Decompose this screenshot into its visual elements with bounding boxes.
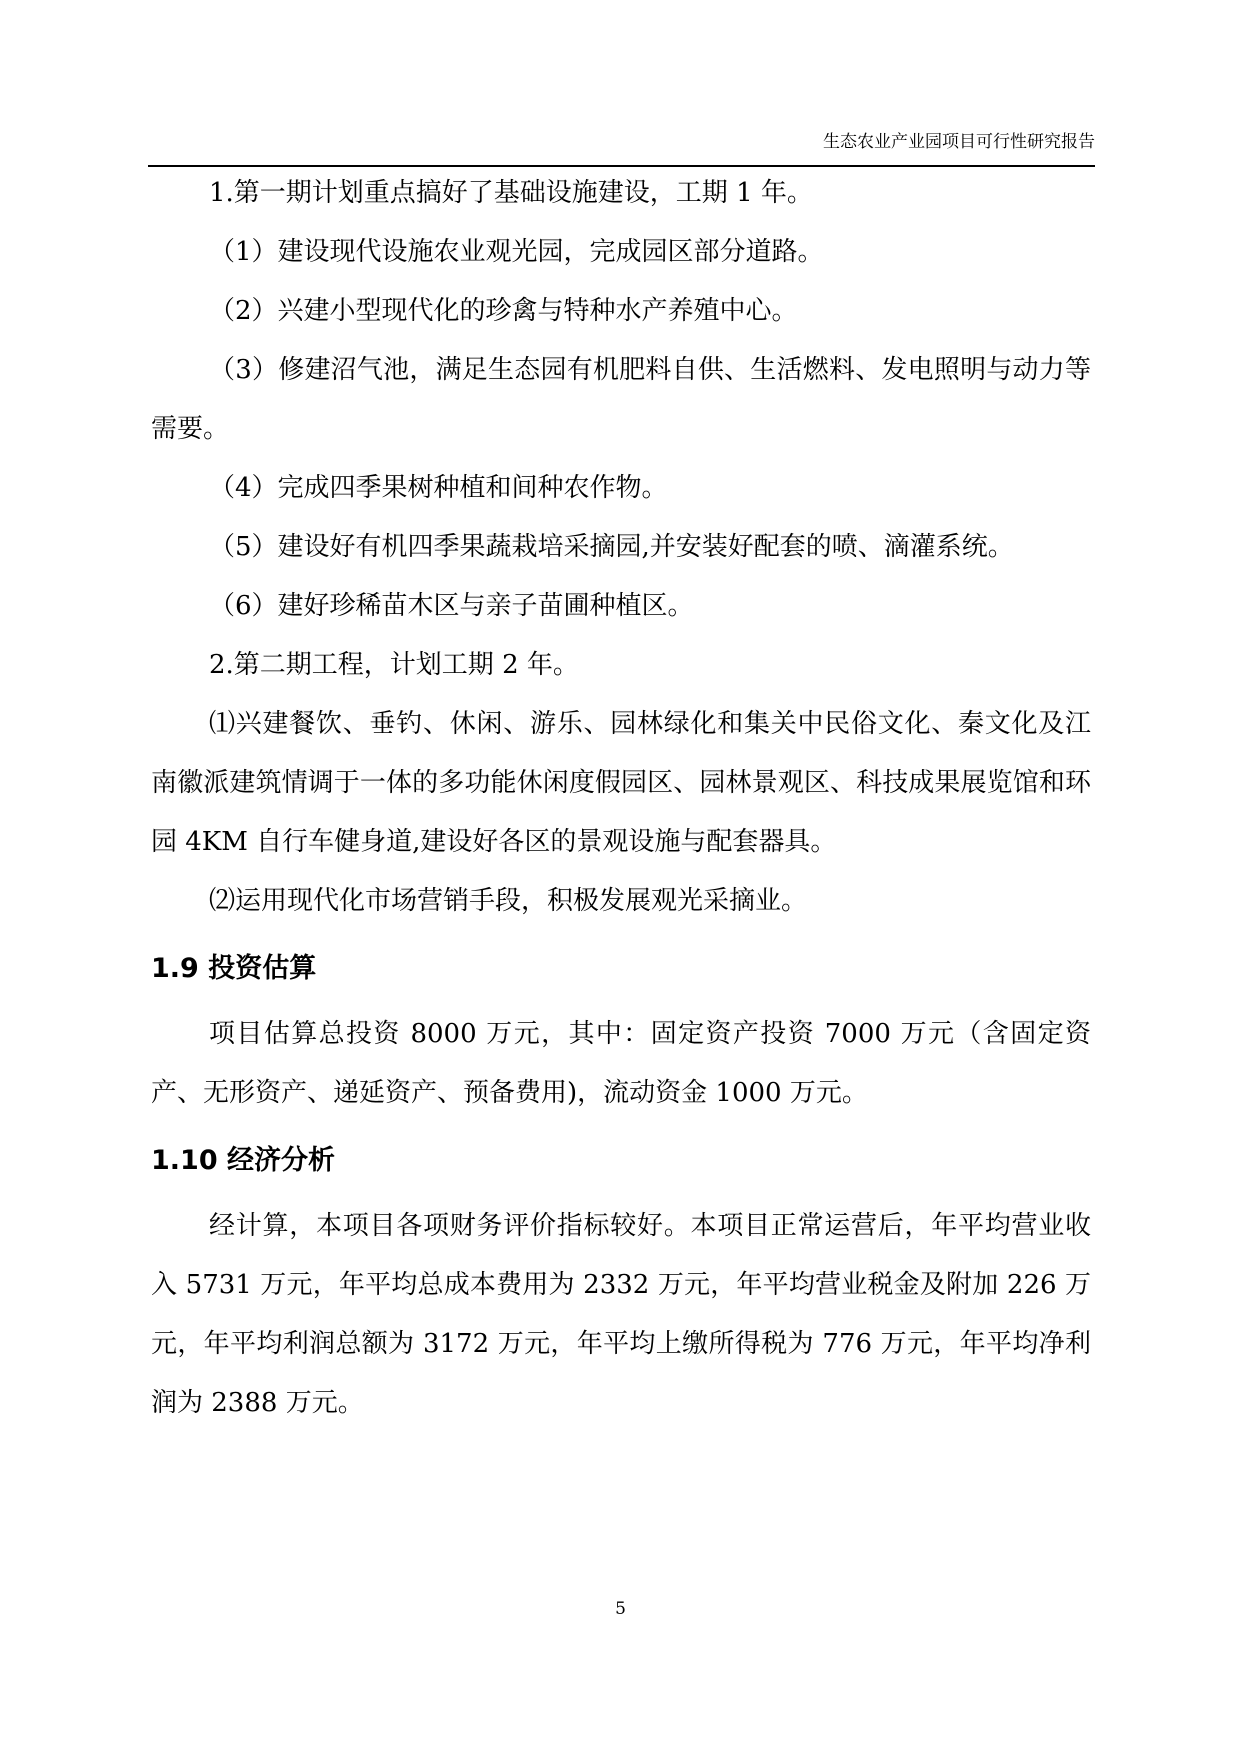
- economics-heading: 1.10 经济分析: [151, 1145, 336, 1176]
- investment-heading: 1.9 投资估算: [151, 953, 317, 984]
- phase1-item-2: （2）兴建小型现代化的珍禽与特种水产养殖中心。: [209, 296, 798, 326]
- investment-paragraph: 项目估算总投资 8000 万元，其中：固定资产投资 7000 万元（含固定资产、无形资产、递延资产、预备费用)，流动资金 1000 万元。: [151, 1019, 1091, 1108]
- phase1-item-4: （4）完成四季果树种植和间种农作物。: [209, 473, 668, 503]
- phase1-item-6: （6）建好珍稀苗木区与亲子苗圃种植区。: [209, 591, 694, 621]
- phase2-item-2: ⑵运用现代化市场营销手段，积极发展观光采摘业。: [209, 886, 808, 916]
- phase2-item-1: ⑴兴建餐饮、垂钓、休闲、游乐、园林绿化和集关中民俗文化、秦文化及江南徽派建筑情调于一体的多功能休闲度假园区、园林景观区、科技成果展览馆和环园 4KM 自行车健身道,建设好各区的景观设施与配套器具。: [151, 709, 1091, 857]
- phase1-item-3: （3）修建沼气池，满足生态园有机肥料自供、生活燃料、发电照明与动力等需要。: [151, 355, 1091, 444]
- phase1-item-1: （1）建设现代设施农业观光园，完成园区部分道路。: [209, 237, 824, 267]
- running-header: 生态农业产业园项目可行性研究报告: [823, 132, 1095, 152]
- economics-paragraph: 经计算，本项目各项财务评价指标较好。本项目正常运营后，年平均营业收入 5731 万元，年平均总成本费用为 2332 万元，年平均营业税金及附加 226 万元，年平均利润总额为 3172 万元，年平均上缴所得税为 776 万元，年平均净利润为 2388 万元。: [151, 1211, 1091, 1418]
- page-number: 5: [615, 1599, 626, 1619]
- phase1-item-5: （5）建设好有机四季果蔬栽培采摘园,并安装好配套的喷、滴灌系统。: [209, 532, 1014, 562]
- phase2-intro: 2.第二期工程，计划工期 2 年。: [209, 650, 579, 680]
- page-body: [151, 164, 1091, 1433]
- phase1-intro: 1.第一期计划重点搞好了基础设施建设，工期 1 年。: [209, 178, 813, 208]
